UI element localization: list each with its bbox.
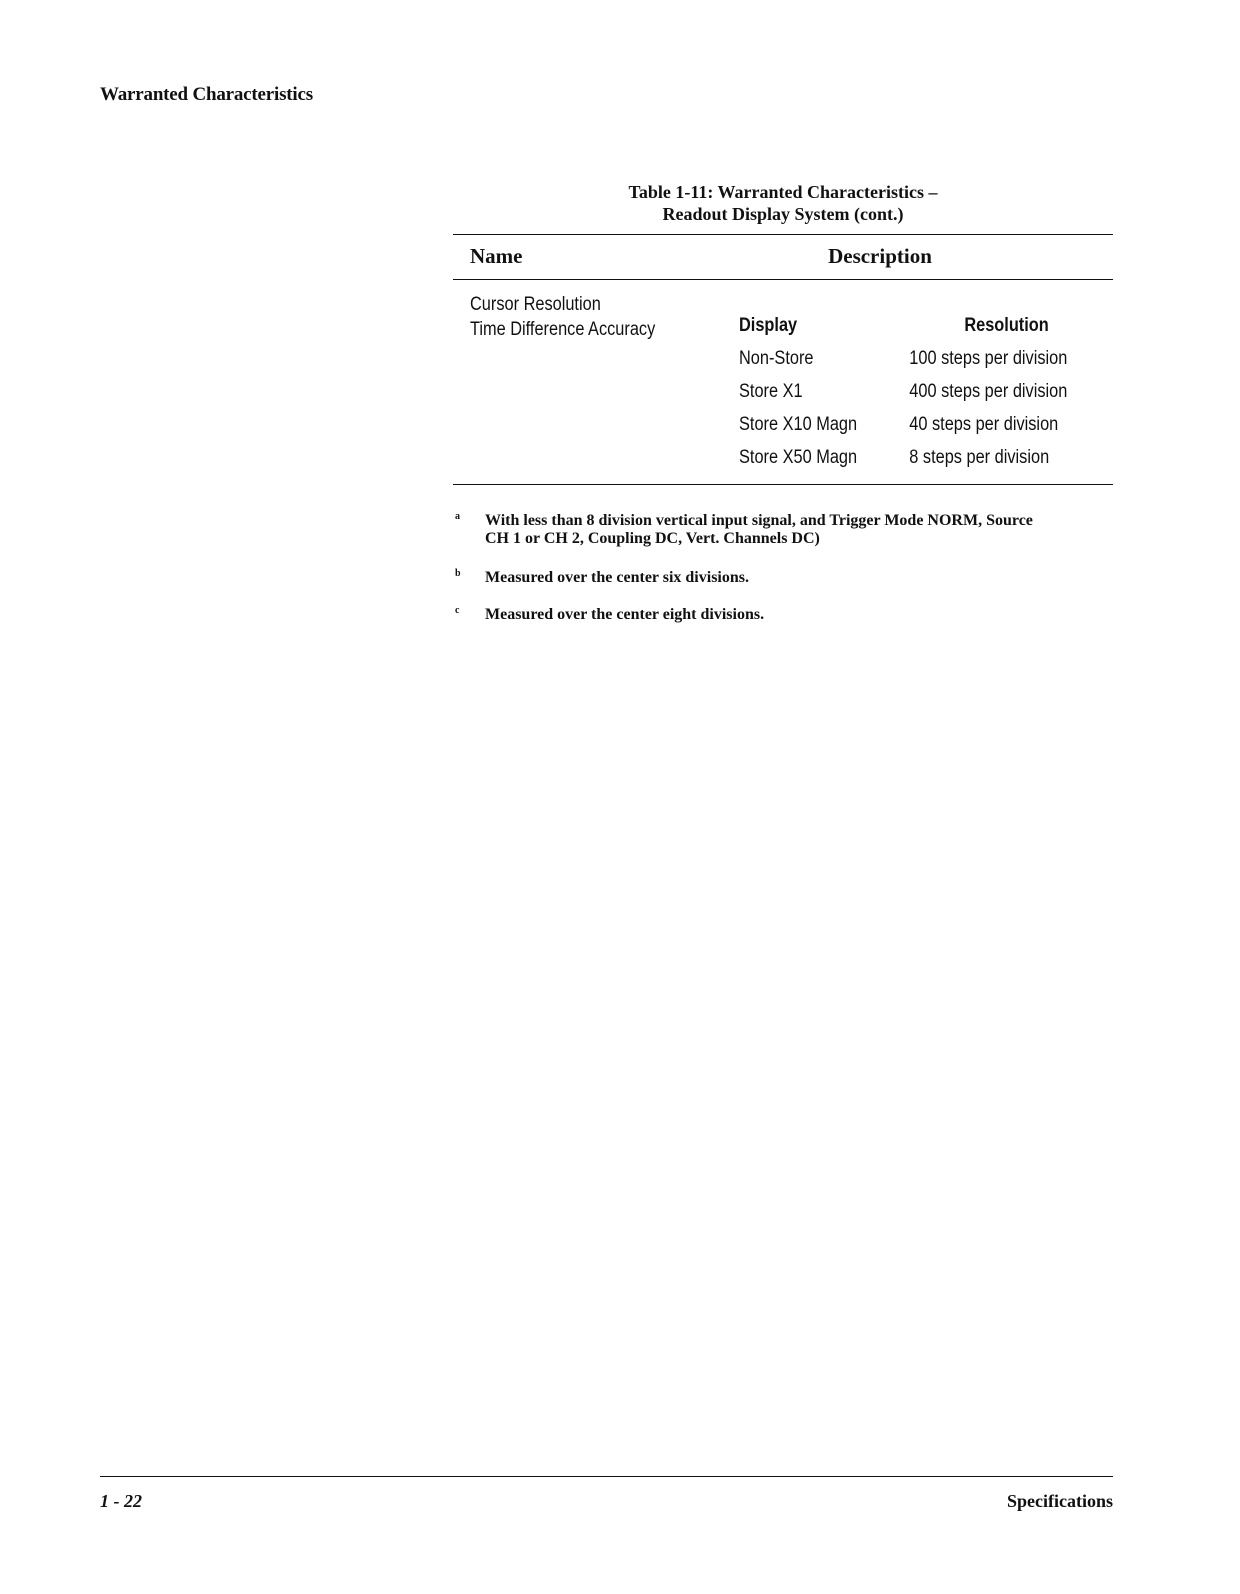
column-header-description: Description (828, 244, 932, 268)
subtable-resolution-cell: 100 steps per division (909, 348, 1068, 369)
running-header: Warranted Characteristics (100, 84, 313, 105)
footnote-text: Measured over the center eight divisions. (485, 606, 765, 623)
footnote-mark: c (455, 605, 460, 616)
footnote-text: Measured over the center six divisions. (485, 569, 749, 586)
subtable-display-cell: Store X50 Magn (739, 447, 858, 468)
table-header-rule (453, 279, 1113, 280)
subtable-resolution-cell: 400 steps per division (909, 381, 1068, 402)
subtable-resolution-cell: 8 steps per division (909, 447, 1050, 468)
table-caption-line-1: Table 1-11: Warranted Characteristics – (628, 182, 938, 202)
footnote-text (485, 512, 1110, 548)
table-caption-line-2: Readout Display System (cont.) (662, 204, 904, 224)
row-name-line-2: Time Difference Accuracy (470, 319, 656, 340)
row-name-line-1: Cursor Resolution (470, 294, 601, 315)
footnote-mark: a (455, 511, 460, 522)
column-header-name: Name (470, 244, 523, 268)
subtable-display-cell: Store X1 (739, 381, 803, 402)
table-row-name (470, 292, 655, 342)
footer-section-name: Specifications (1007, 1491, 1113, 1511)
subtable-header-resolution: Resolution (964, 315, 1049, 336)
subtable-display-cell: Store X10 Magn (739, 414, 858, 435)
footnote-text-line: With less than 8 division vertical input signal, and Trigger Mode NORM, Source (485, 512, 1033, 529)
table-top-rule (453, 234, 1113, 235)
subtable-header-display: Display (739, 315, 798, 336)
page-number: 1 - 22 (100, 1491, 142, 1511)
table-bottom-rule (453, 484, 1113, 485)
footer-rule (100, 1476, 1113, 1477)
subtable-display-cell: Non-Store (739, 348, 814, 369)
footnote-mark: b (455, 568, 461, 579)
footnote-text-line: CH 1 or CH 2, Coupling DC, Vert. Channels DC) (485, 530, 820, 547)
table-caption (453, 181, 1113, 225)
subtable-resolution-cell: 40 steps per division (909, 414, 1059, 435)
